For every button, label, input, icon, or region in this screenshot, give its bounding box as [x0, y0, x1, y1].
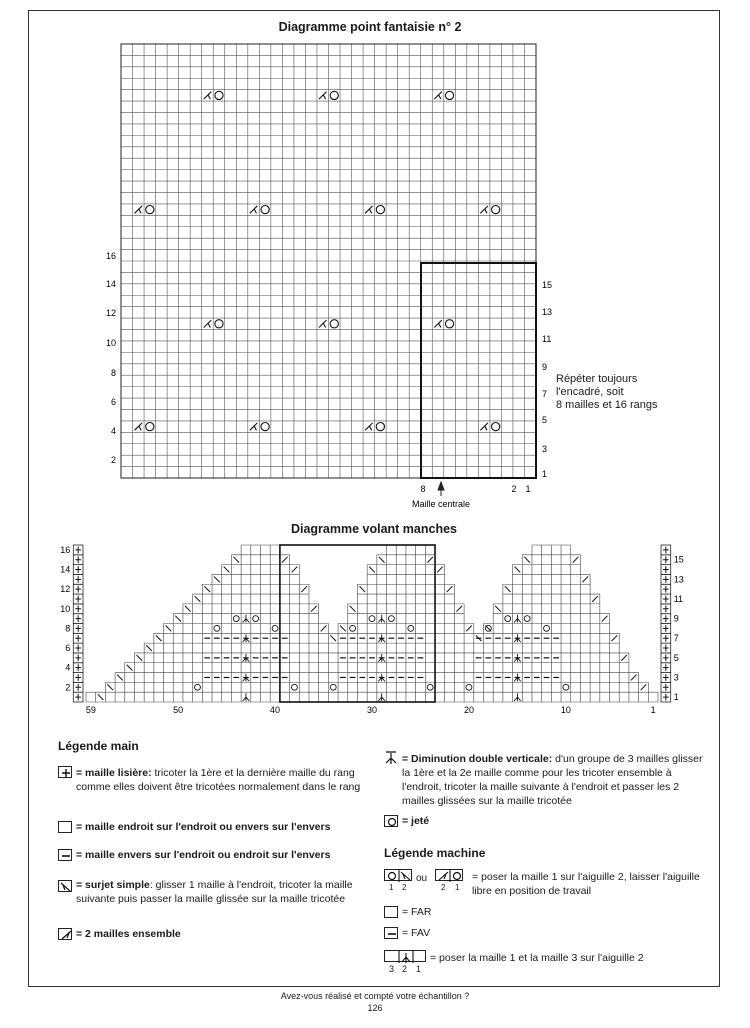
diagram2-left-labels — [60, 545, 70, 692]
diagram1-row-label: 16 — [105, 251, 116, 261]
diagram1-row-label: 12 — [105, 308, 116, 318]
diagram2-row-label: 6 — [65, 643, 71, 654]
diagram2-row-label: 8 — [65, 623, 71, 634]
empty-box-icon — [58, 821, 72, 833]
legend-machine-transfer: = poser la maille 1 sur l'aiguille 2, laisser l'aiguille libre en position de travail — [472, 871, 700, 897]
diagram2-right-labels — [674, 555, 684, 702]
legend-endroit — [76, 820, 376, 834]
diagram2-row-label: 1 — [673, 692, 679, 703]
diagram2-grid-lines — [86, 545, 658, 702]
repeat-note — [556, 373, 658, 412]
page-number: 126 — [367, 1003, 383, 1013]
repeat-note-line-1: Répéter toujours — [556, 373, 638, 385]
diagram2-title: Diagramme volant manches — [290, 522, 458, 536]
diagram2-stitch-labels — [86, 705, 656, 715]
diagram2-row-label: 5 — [673, 652, 679, 663]
diagram2-row-label: 9 — [673, 613, 679, 624]
diagram1-row-label: 14 — [105, 279, 116, 289]
diagram2-stitch-label: 50 — [173, 705, 184, 715]
maille-centrale-label: Maille centrale — [411, 499, 471, 509]
legend-surjet-bold: = surjet simple — [76, 879, 150, 891]
legend-lisiere-text: tricoter la 1ère et la dernière maille du rang comme elles doivent être tricotées normalement dans le rang — [76, 767, 361, 793]
machine-num-a1: 1 — [389, 883, 394, 892]
diagram1-left-labels — [106, 251, 116, 465]
machine-num-c1: 1 — [416, 964, 422, 974]
diagram1-row-label: 1 — [542, 469, 548, 479]
diagram1-row-label: 6 — [110, 397, 116, 407]
legend-machine-triple: = poser la maille 1 et la maille 3 sur l'aiguille 2 — [430, 952, 644, 964]
maille-centrale-arrow-icon — [438, 482, 444, 496]
diagram1-title: Diagramme point fantaisie n° 2 — [278, 20, 462, 34]
diagram2-row-label: 11 — [673, 593, 684, 604]
diagram2-grid — [0, 535, 750, 720]
slip-decrease-icon — [58, 880, 72, 892]
diagram1-row-label: 3 — [542, 444, 548, 454]
diagram1-row-label: 15 — [542, 280, 553, 290]
legend-k2tog — [76, 927, 276, 941]
diagram1-row-label: 7 — [542, 389, 548, 399]
diagram1-right-labels — [542, 280, 552, 479]
diagram1-row-label: 4 — [110, 426, 116, 436]
diagram2-stitch-label: 10 — [560, 705, 571, 715]
diagram2-row-label: 14 — [60, 564, 71, 575]
diagram2-stitch-label: 1 — [650, 705, 656, 715]
k2tog-icon — [58, 928, 72, 940]
legend-surjet — [76, 878, 366, 906]
legend-k2tog-bold: = 2 mailles ensemble — [76, 928, 181, 940]
legend-lisiere-bold: = maille lisière: — [76, 767, 152, 779]
diagram1-row-label: 8 — [110, 368, 116, 378]
machine-num-b1: 1 — [455, 883, 460, 892]
double-decrease-icon — [384, 751, 398, 763]
dash-box-icon — [58, 849, 72, 861]
diagram1-row-label: 5 — [542, 415, 548, 425]
footer-question: Avez-vous réalisé et compté votre échantillon ? — [280, 991, 470, 1001]
diagram1-row-label: 10 — [105, 338, 116, 348]
diagram2-stitch-label: 40 — [270, 705, 281, 715]
legend-double-decrease — [402, 752, 712, 808]
legend-endroit-bold: = maille endroit sur l'endroit ou envers sur l'envers — [76, 821, 331, 833]
yarn-over-icon — [384, 815, 398, 827]
legend-envers-bold: = maille envers sur l'endroit ou endroit sur l'envers — [76, 849, 331, 861]
plus-box-icon — [58, 766, 72, 778]
machine-num-c3: 3 — [389, 964, 395, 974]
legend-lisiere — [76, 766, 366, 794]
legend-surjet-text: : glisser 1 maille à l'endroit, tricoter la maille suivante puis passer la maille glissée sur la maille tricotée — [76, 879, 353, 905]
legend-machine-title: Légende machine — [384, 846, 486, 860]
legend-double-decrease-text: d'un groupe de 3 mailles glisser la 1ère et la 2e maille comme pour les tricoter ensemble à l'endroit, tricoter la maille suivante à l'endroit et passer les 2 mailles glissées sur la maille tricotée — [402, 753, 703, 807]
legend-machine-fav: = FAV — [402, 927, 431, 939]
legend-envers — [76, 848, 376, 862]
machine-num-c2: 2 — [402, 964, 408, 974]
diagram1-row-label: 2 — [110, 455, 116, 465]
machine-triple-icon — [384, 950, 426, 962]
diagram2-stitch-label: 30 — [366, 705, 378, 715]
diagram2-row-label: 12 — [60, 584, 71, 595]
diagram2-stitch-label: 20 — [463, 705, 474, 715]
legend-jete-bold: = jeté — [402, 815, 430, 827]
legend-jete — [402, 814, 429, 828]
diagram2-row-label: 16 — [60, 544, 71, 555]
diagram2-row-label: 4 — [65, 662, 71, 673]
diagram1-grid-lines — [121, 44, 536, 478]
repeat-note-line-3: 8 mailles et 16 rangs — [556, 399, 658, 411]
diagram2-row-label: 7 — [673, 633, 679, 644]
stitch-label-8: 8 — [420, 484, 426, 494]
machine-far-icon — [384, 906, 398, 918]
machine-transfer-right-icon — [435, 869, 463, 881]
diagram2-row-label: 13 — [673, 574, 684, 585]
repeat-note-line-2: l'encadré, soit — [556, 386, 624, 398]
legend-machine-far: = FAR — [402, 906, 432, 918]
stitch-label-1: 1 — [525, 484, 531, 494]
diagram1-row-label: 9 — [542, 362, 548, 372]
diagram2-row-label: 10 — [60, 603, 71, 614]
diagram2-row-label: 2 — [65, 682, 71, 693]
machine-num-a2: 2 — [402, 883, 407, 892]
diagram2-stitch-label: 59 — [85, 705, 96, 715]
stitch-label-2: 2 — [511, 484, 517, 494]
legend-double-decrease-bold: = Diminution double verticale: — [402, 753, 553, 765]
diagram1-row-label: 11 — [542, 334, 552, 344]
diagram2-row-label: 15 — [673, 554, 684, 565]
machine-fav-icon — [384, 927, 398, 939]
legend-main-title: Légende main — [58, 739, 139, 753]
diagram1-row-label: 13 — [542, 307, 553, 317]
machine-num-b2: 2 — [441, 883, 446, 892]
machine-transfer-left-icon — [384, 869, 412, 881]
machine-or-word: ou — [416, 873, 428, 884]
diagram2-row-label: 3 — [673, 672, 679, 683]
